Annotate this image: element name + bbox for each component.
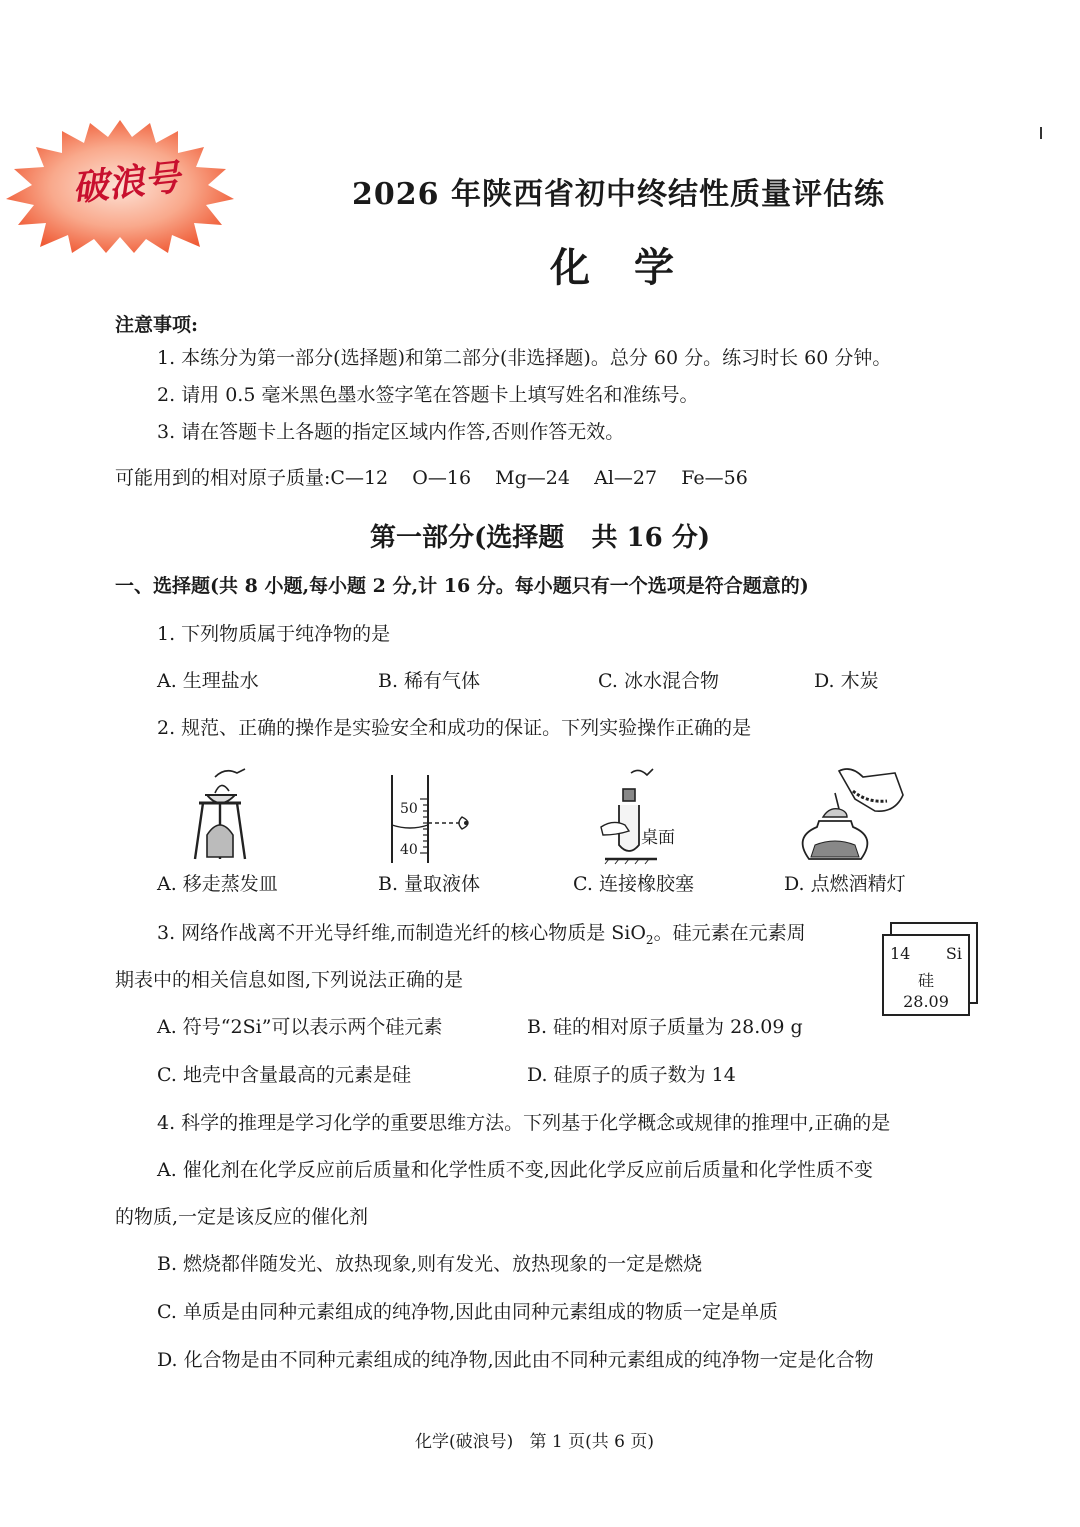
figure-light-alcohol-lamp (795, 765, 910, 865)
question-2-stem: 2. 规范、正确的操作是实验安全和成功的保证。下列实验操作正确的是 (157, 717, 752, 739)
section-heading: 一、选择题(共 8 小题,每小题 2 分,计 16 分。每小题只有一个选项是符合题意的) (115, 575, 809, 597)
q3-stem-sub: 2 (645, 932, 654, 947)
q2-option-d: D. 点燃酒精灯 (784, 873, 906, 895)
q3-option-c: C. 地壳中含量最高的元素是硅 (157, 1064, 411, 1086)
brand-logo (0, 115, 240, 255)
measuring-cylinder-icon (384, 775, 484, 865)
q4-option-d: D. 化合物是由不同种元素组成的纯净物,因此由不同种元素组成的纯净物一定是化合物 (157, 1349, 874, 1371)
q2-option-a: A. 移走蒸发皿 (157, 873, 278, 895)
q1-option-b: B. 稀有气体 (378, 670, 481, 692)
desk-label: 桌面 (641, 828, 675, 848)
part-heading: 第一部分(选择题 共 16 分) (370, 523, 711, 553)
question-3-stem-line1 (157, 921, 806, 952)
cylinder-mark-40: 40 (400, 842, 418, 858)
element-name: 硅 (917, 971, 934, 990)
exam-title: 2026 年陕西省初中终结性质量评估练 (352, 177, 885, 212)
page-footer: 化学(破浪号) 第 1 页(共 6 页) (415, 1432, 654, 1452)
evaporating-dish-icon (185, 765, 255, 865)
logo-text: 破浪号 (70, 156, 183, 210)
test-tube-icon (595, 765, 705, 865)
figure-move-evaporating-dish (185, 765, 255, 865)
q1-option-d: D. 木炭 (814, 670, 879, 692)
q3-stem-pre: 3. 网络作战离不开光导纤维,而制造光纤的核心物质是 SiO (157, 922, 646, 944)
q4-option-b: B. 燃烧都伴随发光、放热现象,则有发光、放热现象的一定是燃烧 (157, 1253, 703, 1275)
q3-stem-post: 。硅元素在元素周 (653, 922, 806, 944)
element-card (882, 934, 970, 1016)
q2-option-c: C. 连接橡胶塞 (573, 873, 694, 895)
question-4-stem: 4. 科学的推理是学习化学的重要思维方法。下列基于化学概念或规律的推理中,正确的是 (157, 1112, 891, 1134)
q1-option-a: A. 生理盐水 (157, 670, 259, 692)
alcohol-lamp-icon (795, 765, 910, 865)
element-number: 14 (890, 944, 911, 963)
q3-option-b: B. 硅的相对原子质量为 28.09 g (527, 1016, 803, 1038)
note-item: 3. 请在答题卡上各题的指定区域内作答,否则作答无效。 (157, 421, 625, 443)
q3-option-a: A. 符号“2Si”可以表示两个硅元素 (157, 1016, 443, 1038)
notes-heading: 注意事项: (115, 314, 199, 336)
note-item: 2. 请用 0.5 毫米黑色墨水签字笔在答题卡上填写姓名和准练号。 (157, 384, 699, 406)
subject-title: 化学 (550, 244, 718, 291)
q2-option-b: B. 量取液体 (378, 873, 481, 895)
q1-option-c: C. 冰水混合物 (598, 670, 719, 692)
figure-connect-stopper (595, 765, 705, 865)
atomic-masses: 可能用到的相对原子质量:C—12 O—16 Mg—24 Al—27 Fe—56 (115, 467, 748, 489)
margin-tick (1040, 127, 1042, 139)
question-1-stem: 1. 下列物质属于纯净物的是 (157, 623, 391, 645)
note-item: 1. 本练分为第一部分(选择题)和第二部分(非选择题)。总分 60 分。练习时长 60 分钟。 (157, 347, 892, 369)
question-3-stem-line2: 期表中的相关信息如图,下列说法正确的是 (115, 969, 464, 991)
q4-option-a-line1: A. 催化剂在化学反应前后质量和化学性质不变,因此化学反应前后质量和化学性质不变 (157, 1159, 873, 1181)
q4-option-a-line2: 的物质,一定是该反应的催化剂 (115, 1206, 369, 1228)
figure-measure-liquid (384, 775, 484, 865)
cylinder-mark-50: 50 (400, 801, 418, 817)
element-symbol: Si (945, 944, 962, 963)
q4-option-c: C. 单质是由同种元素组成的纯净物,因此由同种元素组成的物质一定是单质 (157, 1301, 778, 1323)
q3-option-d: D. 硅原子的质子数为 14 (527, 1064, 736, 1086)
element-mass: 28.09 (903, 992, 949, 1011)
